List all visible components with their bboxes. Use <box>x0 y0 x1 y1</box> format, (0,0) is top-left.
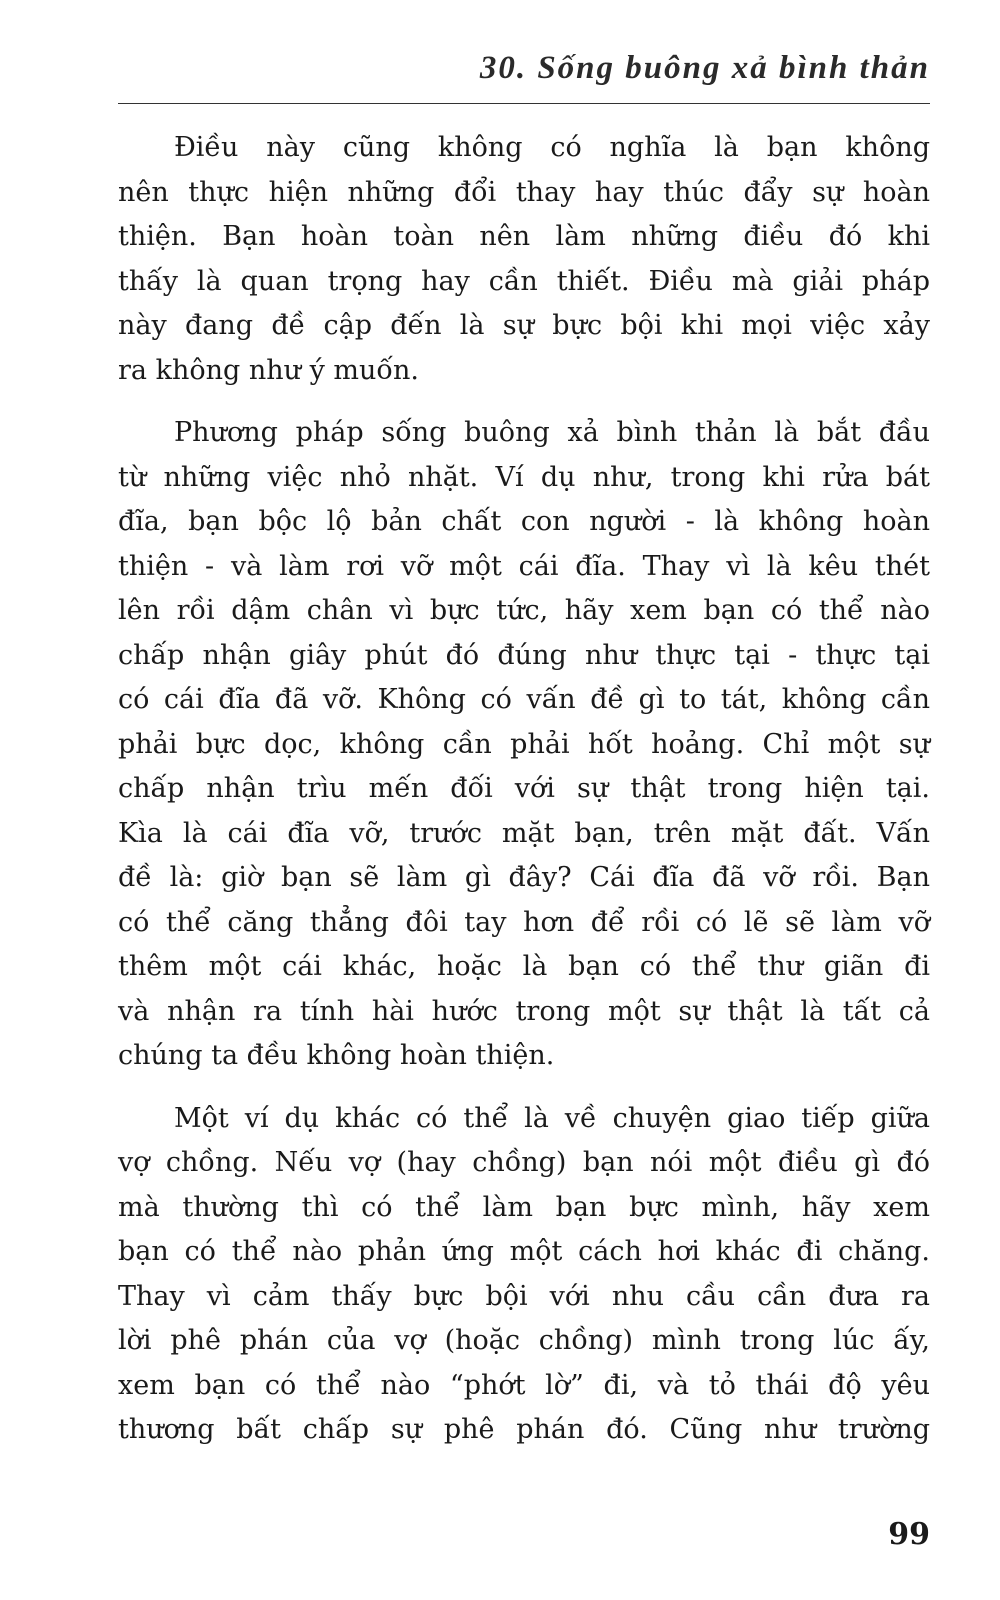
text-line: Phương pháp sống buông xả bình thản là bắt đầu <box>174 417 930 448</box>
text-line: chấp nhận trìu mến đối với sự thật trong hiện tại. <box>118 773 930 804</box>
page-number: 99 <box>888 1517 930 1552</box>
text-line: đĩa, bạn bộc lộ bản chất con người - là không hoàn <box>118 506 930 537</box>
text-line: thêm một cái khác, hoặc là bạn có thể thư giãn đi <box>118 951 930 982</box>
text-line: thương bất chấp sự phê phán đó. Cũng như trường <box>118 1414 930 1445</box>
body-text <box>118 126 930 1453</box>
text-line: Kìa là cái đĩa vỡ, trước mặt bạn, trên mặt đất. Vấn <box>118 817 930 849</box>
text-line: chúng ta đều không hoàn thiện. <box>118 1040 555 1071</box>
text-line: Một ví dụ khác có thể là về chuyện giao tiếp giữa <box>174 1102 930 1134</box>
text-line: từ những việc nhỏ nhặt. Ví dụ như, trong khi rửa bát <box>118 461 930 493</box>
text-line: và nhận ra tính hài hước trong một sự thật là tất cả <box>118 995 930 1027</box>
chapter-running-header: 30. Sống buông xả bình thản <box>479 50 930 86</box>
text-line: thiện - và làm rơi vỡ một cái đĩa. Thay vì là kêu thét <box>118 550 930 582</box>
text-line: có thể căng thẳng đôi tay hơn để rồi có lẽ sẽ làm vỡ <box>118 906 930 938</box>
header-rule <box>118 103 930 104</box>
text-line: Thay vì cảm thấy bực bội với nhu cầu cần đưa ra <box>118 1280 930 1312</box>
text-line: thiện. Bạn hoàn toàn nên làm những điều đó khi <box>118 221 930 252</box>
text-line: có cái đĩa đã vỡ. Không có vấn đề gì to tát, không cần <box>118 684 930 715</box>
paragraph-1 <box>118 126 930 393</box>
text-line: ra không như ý muốn. <box>118 354 419 386</box>
text-line: vợ chồng. Nếu vợ (hay chồng) bạn nói một điều gì đó <box>118 1147 930 1178</box>
text-line: xem bạn có thể nào “phớt lờ” đi, và tỏ thái độ yêu <box>118 1369 930 1401</box>
text-line: lên rồi dậm chân vì bực tức, hãy xem bạn có thể nào <box>118 595 930 626</box>
paragraph-2 <box>118 411 930 1079</box>
paragraph-3 <box>118 1097 930 1453</box>
text-line: mà thường thì có thể làm bạn bực mình, hãy xem <box>118 1191 930 1223</box>
text-line: này đang đề cập đến là sự bực bội khi mọi việc xảy <box>118 310 930 341</box>
text-line: lời phê phán của vợ (hoặc chồng) mình trong lúc ấy, <box>118 1325 930 1356</box>
text-line: đề là: giờ bạn sẽ làm gì đây? Cái đĩa đã vỡ rồi. Bạn <box>118 862 930 893</box>
text-line: phải bực dọc, không cần phải hốt hoảng. Chỉ một sự <box>118 728 930 760</box>
text-line: Điều này cũng không có nghĩa là bạn không <box>174 132 930 163</box>
text-line: nên thực hiện những đổi thay hay thúc đẩy sự hoàn <box>118 176 930 208</box>
text-line: chấp nhận giây phút đó đúng như thực tại - thực tại <box>118 639 930 671</box>
text-line: thấy là quan trọng hay cần thiết. Điều mà giải pháp <box>118 265 930 297</box>
text-line: bạn có thể nào phản ứng một cách hơi khác đi chăng. <box>118 1236 930 1267</box>
